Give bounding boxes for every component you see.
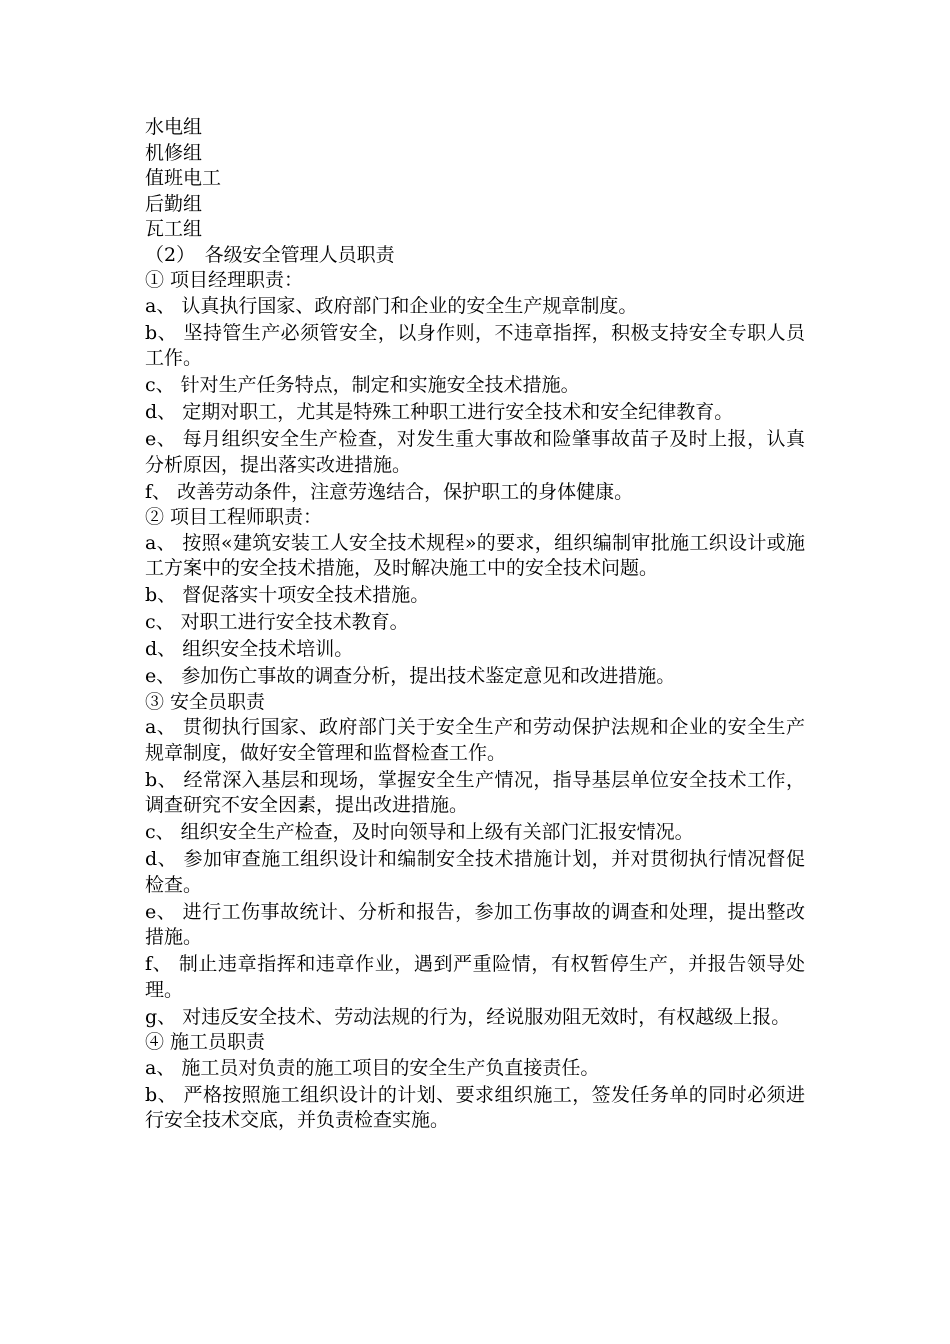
duty-item: d、 定期对职工，尤其是特殊工种职工进行安全技术和安全纪律教育。 bbox=[145, 401, 734, 423]
duty-item: c、 对职工进行安全技术教育。 bbox=[145, 611, 409, 633]
duty-item: b、 严格按照施工组织设计的计划、要求组织施工，签发任务单的同时必须进行安全技术交底，并负责检查实施。 bbox=[145, 1083, 805, 1131]
section-heading: （2） 各级安全管理人员职责 bbox=[145, 243, 395, 266]
duty-item: b、 督促落实十项安全技术措施。 bbox=[145, 584, 430, 606]
duty-item: b、 经常深入基层和现场，掌握安全生产情况，指导基层单位安全技术工作，调查研究不安全因素，提出改进措施。 bbox=[145, 768, 805, 816]
duty-item: a、 认真执行国家、政府部门和企业的安全生产规章制度。 bbox=[145, 294, 638, 317]
document-page bbox=[145, 115, 805, 1134]
role-title: ③ 安全员职责 bbox=[145, 690, 266, 713]
duty-item: d、 组织安全技术培训。 bbox=[145, 638, 354, 660]
duty-item: f、 改善劳动条件，注意劳逸结合，保护职工的身体健康。 bbox=[145, 480, 634, 503]
duty-item: g、 对违反安全技术、劳动法规的行为，经说服劝阻无效时，有权越级上报。 bbox=[145, 1005, 791, 1028]
role-title: ② 项目工程师职责： bbox=[145, 506, 323, 528]
role-title: ④ 施工员职责 bbox=[145, 1031, 266, 1053]
group-name: 值班电工 bbox=[145, 167, 222, 189]
duty-item: c、 针对生产任务特点，制定和实施安全技术措施。 bbox=[145, 374, 580, 396]
group-name: 后勤组 bbox=[145, 192, 203, 215]
duty-item: e、 每月组织安全生产检查，对发生重大事故和险肇事故苗子及时上报，认真分析原因，提出落实改进措施。 bbox=[145, 428, 805, 476]
duty-item: a、 贯彻执行国家、政府部门关于安全生产和劳动保护法规和企业的安全生产规章制度，做好安全管理和监督检查工作。 bbox=[145, 716, 805, 764]
duty-item: f、 制止违章指挥和违章作业，遇到严重险情，有权暂停生产，并报告领导处理。 bbox=[145, 953, 805, 1001]
duty-item: e、 进行工伤事故统计、分析和报告，参加工伤事故的调查和处理，提出整改措施。 bbox=[145, 900, 805, 948]
group-name: 机修组 bbox=[145, 141, 203, 164]
duty-item: c、 组织安全生产检查，及时向领导和上级有关部门汇报安情况。 bbox=[145, 821, 694, 843]
duty-item: a、 按照«建筑安装工人安全技术规程»的要求，组织编制审批施工织设计或施工方案中的安全技术措施，及时解决施工中的安全技术问题。 bbox=[145, 531, 805, 579]
group-name: 水电组 bbox=[145, 116, 203, 138]
group-name: 瓦工组 bbox=[145, 218, 203, 240]
duty-item: a、 施工员对负责的施工项目的安全生产负直接责任。 bbox=[145, 1056, 600, 1079]
duty-item: d、 参加审查施工组织设计和编制安全技术措施计划，并对贯彻执行情况督促检查。 bbox=[145, 848, 805, 896]
duty-item: b、 坚持管生产必须管安全，以身作则，不违章指挥，积极支持安全专职人员工作。 bbox=[145, 321, 805, 369]
role-title: ① 项目经理职责： bbox=[145, 269, 304, 291]
duty-item: e、 参加伤亡事故的调查分析，提出技术鉴定意见和改进措施。 bbox=[145, 665, 676, 687]
